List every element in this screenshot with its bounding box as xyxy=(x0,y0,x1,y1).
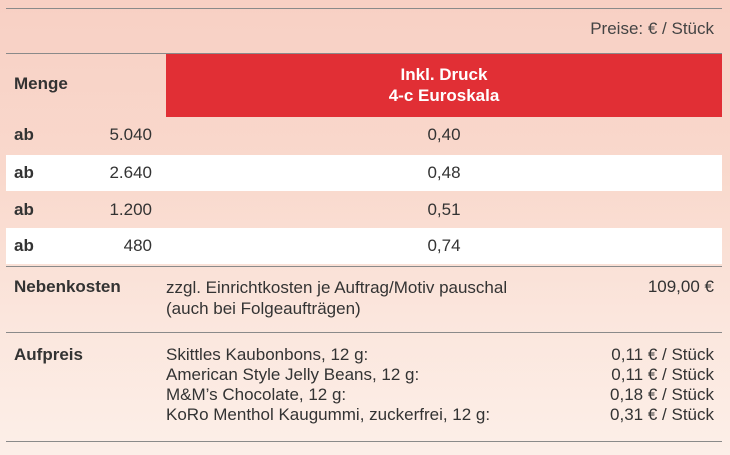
nebenkosten-line1: zzgl. Einrichtkosten je Auftrag/Motiv pauschal xyxy=(166,278,508,297)
row-price: 0,40 xyxy=(427,125,461,144)
aufpreis-list xyxy=(166,345,714,425)
aufpreis-item-name: American Style Jelly Beans, 12 g: xyxy=(166,365,420,384)
print-header-line1: Inkl. Druck xyxy=(400,65,488,84)
row-prefix: ab xyxy=(14,163,34,182)
nebenkosten-rule xyxy=(6,266,722,267)
row-price: 0,48 xyxy=(427,163,461,182)
aufpreis-item-name: Skittles Kaubonbons, 12 g: xyxy=(166,345,369,364)
row-quantity: 5.040 xyxy=(109,125,152,144)
aufpreis-item-price: 0,11 € / Stück xyxy=(611,345,714,364)
row-prefix: ab xyxy=(14,200,34,219)
table-row xyxy=(6,228,722,264)
nebenkosten-description xyxy=(166,277,507,319)
row-price: 0,74 xyxy=(427,236,461,255)
list-item xyxy=(166,405,714,425)
nebenkosten-label: Nebenkosten xyxy=(14,277,121,296)
column-header-print xyxy=(166,54,722,117)
aufpreis-item-price: 0,11 € / Stück xyxy=(611,365,714,384)
row-quantity: 480 xyxy=(123,236,152,255)
row-quantity: 2.640 xyxy=(109,163,152,182)
bottom-rule xyxy=(6,441,722,442)
list-item xyxy=(166,345,714,365)
top-rule xyxy=(6,8,722,9)
list-item xyxy=(166,365,714,385)
print-header-line2: 4-c Euroskala xyxy=(388,86,500,105)
table-row xyxy=(6,117,722,153)
price-unit-note: Preise: € / Stück xyxy=(590,19,714,38)
aufpreis-item-name: KoRo Menthol Kaugummi, zuckerfrei, 12 g: xyxy=(166,405,491,424)
nebenkosten-line2: (auch bei Folgeaufträgen) xyxy=(166,299,361,318)
table-row xyxy=(6,192,722,228)
table-header xyxy=(6,54,722,117)
row-quantity: 1.200 xyxy=(109,200,152,219)
aufpreis-item-name: M&M’s Chocolate, 12 g: xyxy=(166,385,347,404)
row-prefix: ab xyxy=(14,236,34,255)
row-price: 0,51 xyxy=(427,200,461,219)
row-prefix: ab xyxy=(14,125,34,144)
nebenkosten-price: 109,00 € xyxy=(647,277,714,296)
table-row xyxy=(6,155,722,191)
aufpreis-item-price: 0,31 € / Stück xyxy=(610,405,714,424)
aufpreis-rule xyxy=(6,332,722,333)
aufpreis-item-price: 0,18 € / Stück xyxy=(610,385,714,404)
list-item xyxy=(166,385,714,405)
column-header-menge: Menge xyxy=(14,74,68,93)
aufpreis-label: Aufpreis xyxy=(14,345,83,364)
